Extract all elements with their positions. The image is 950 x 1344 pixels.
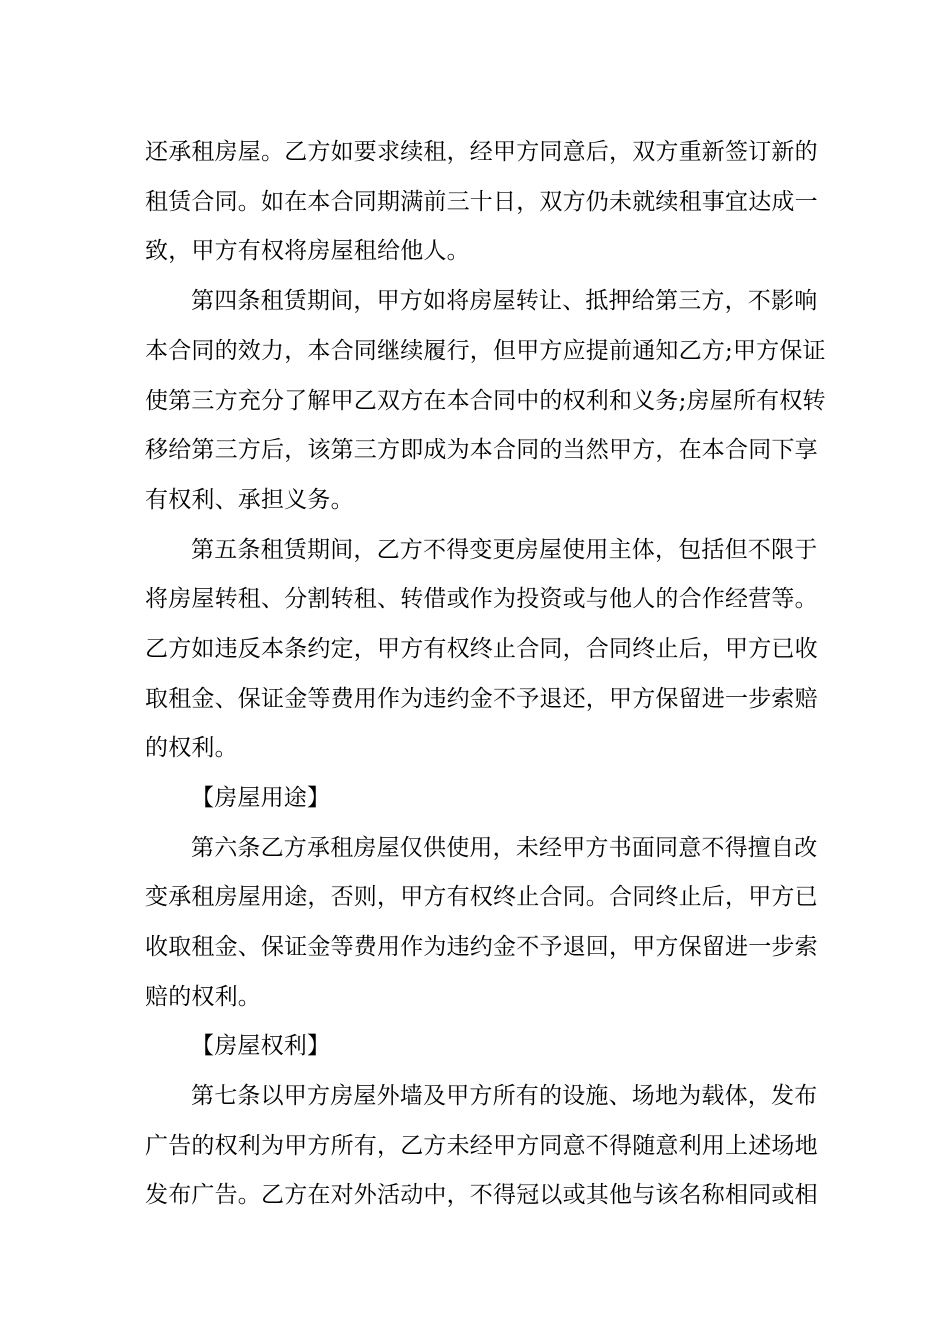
text-line: 收取租金、保证金等费用作为违约金不予退回，甲方保留进一步索 [145,934,818,960]
paragraph-start-line: 第四条租赁期间，甲方如将房屋转让、抵押给第三方，不影响 [191,288,818,314]
text-line: 租赁合同。如在本合同期满前三十日，双方仍未就续租事宜达成一 [145,189,818,215]
section-heading: 【房屋用途】 [191,785,331,811]
text-line: 移给第三方后，该第三方即成为本合同的当然甲方，在本合同下享 [145,437,818,463]
text-line: 取租金、保证金等费用作为违约金不予退还，甲方保留进一步索赔 [145,686,818,712]
text-line: 将房屋转租、分割转租、转借或作为投资或与他人的合作经营等。 [145,586,818,612]
paragraph-start-line: 第六条乙方承租房屋仅供使用，未经甲方书面同意不得擅自改 [191,835,818,861]
text-line: 广告的权利为甲方所有，乙方未经甲方同意不得随意利用上述场地 [145,1133,818,1159]
text-line: 致，甲方有权将房屋租给他人。 [145,238,470,264]
text-line: 赔的权利。 [145,984,261,1010]
text-line: 本合同的效力，本合同继续履行，但甲方应提前通知乙方;甲方保证 [145,338,826,364]
text-line: 还承租房屋。乙方如要求续租，经甲方同意后，双方重新签订新的 [145,139,818,165]
paragraph-start-line: 第五条租赁期间，乙方不得变更房屋使用主体，包括但不限于 [191,537,818,563]
section-heading: 【房屋权利】 [191,1033,331,1059]
text-line: 的权利。 [145,735,238,761]
text-line: 使第三方充分了解甲乙双方在本合同中的权利和义务;房屋所有权转 [145,388,826,414]
text-line: 变承租房屋用途，否则，甲方有权终止合同。合同终止后，甲方已 [145,884,818,910]
text-line: 有权利、承担义务。 [145,487,354,513]
text-line: 发布广告。乙方在对外活动中，不得冠以或其他与该名称相同或相 [145,1182,818,1208]
paragraph-start-line: 第七条以甲方房屋外墙及甲方所有的设施、场地为载体，发布 [191,1083,818,1109]
text-line: 乙方如违反本条约定，甲方有权终止合同，合同终止后，甲方已收 [145,636,818,662]
